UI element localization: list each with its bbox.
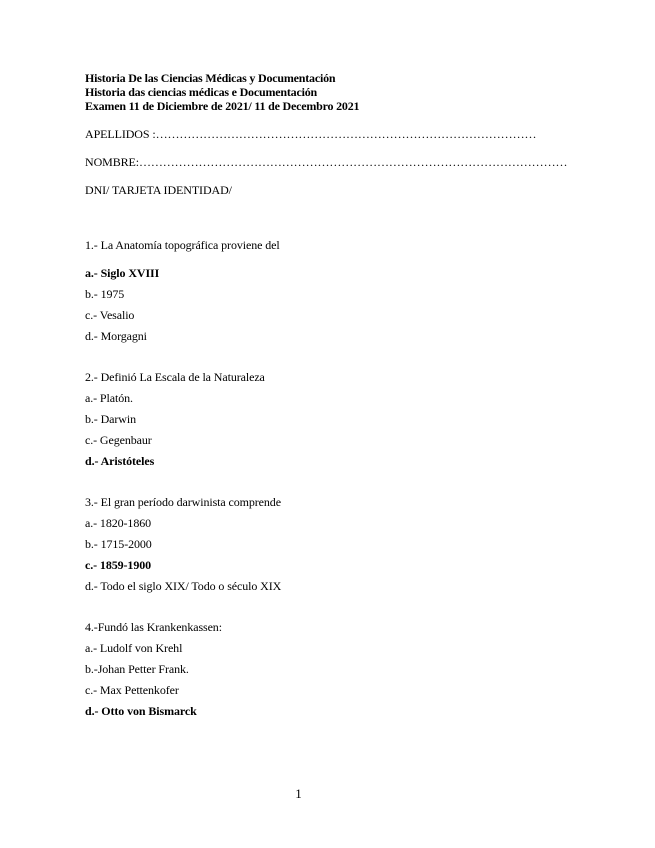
- header-title-gl: Historia das ciencias médicas e Documentación: [85, 85, 317, 99]
- question-1-option-a: a.- Siglo XVIII: [85, 266, 160, 280]
- question-4-option-a: a.- Ludolf von Krehl: [85, 641, 183, 655]
- dni-field: DNI/ TARJETA IDENTIDAD/: [85, 183, 232, 197]
- question-2-option-b: b.- Darwin: [85, 412, 136, 426]
- question-4-option-d: d.- Otto von Bismarck: [85, 704, 197, 718]
- apellidos-field: APELLIDOS :……………………………………………………………………………………: [85, 127, 537, 141]
- question-3-option-c: c.- 1859-1900: [85, 558, 152, 572]
- page-number: 1: [295, 786, 302, 801]
- nombre-field: NOMBRE:………………………………………………………………………………………………: [85, 155, 568, 169]
- question-1-option-d: d.- Morgagni: [85, 329, 147, 343]
- question-2-option-d: d.- Aristóteles: [85, 454, 155, 468]
- exam-header: [85, 71, 359, 113]
- question-3-option-a: a.- 1820-1860: [85, 516, 152, 530]
- question-3-option-b: b.- 1715-2000: [85, 537, 152, 551]
- question-4-text: 4.-Fundó las Krankenkassen:: [85, 620, 222, 634]
- question-4-option-c: c.- Max Pettenkofer: [85, 683, 179, 697]
- question-1-option-b: b.- 1975: [85, 287, 125, 301]
- question-2-option-a: a.- Platón.: [85, 391, 133, 405]
- question-2-text: 2.- Definió La Escala de la Naturaleza: [85, 370, 265, 384]
- header-title-es: Historia De las Ciencias Médicas y Documentación: [85, 71, 336, 85]
- question-3-text: 3.- El gran período darwinista comprende: [85, 495, 281, 509]
- question-3-option-d: d.- Todo el siglo XIX/ Todo o século XIX: [85, 579, 282, 593]
- header-exam-date: Examen 11 de Diciembre de 2021/ 11 de Decembro 2021: [85, 99, 360, 113]
- question-2-option-c: c.- Gegenbaur: [85, 433, 152, 447]
- question-4-option-b: b.-Johan Petter Frank.: [85, 662, 189, 676]
- question-1-option-c: c.- Vesalio: [85, 308, 135, 322]
- question-1-text: 1.- La Anatomía topográfica proviene del: [85, 238, 280, 252]
